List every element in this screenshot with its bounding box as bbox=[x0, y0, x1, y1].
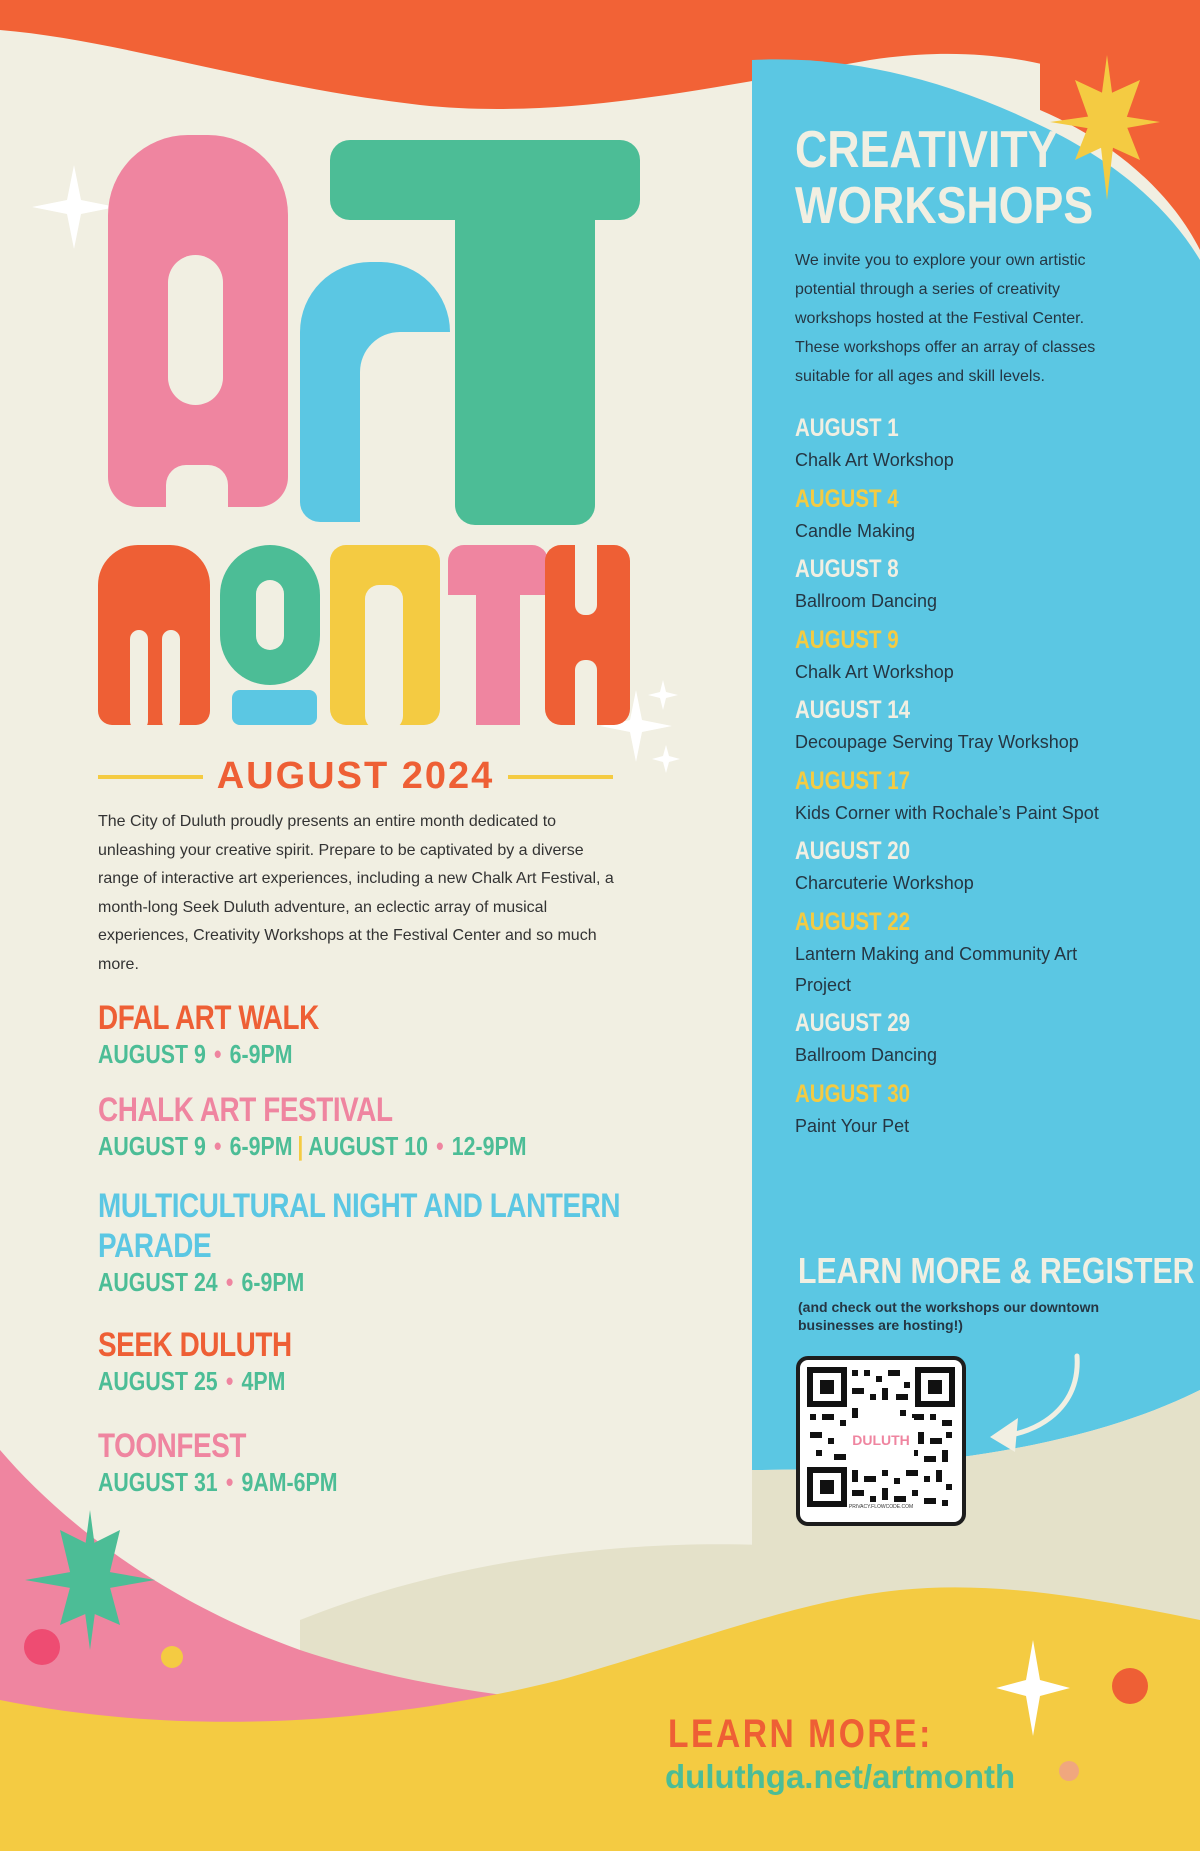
event-time: AUGUST 9 • 6-9PM | AUGUST 10 • 12-9PM bbox=[98, 1131, 527, 1161]
event-time: AUGUST 25 • 4PM bbox=[98, 1366, 286, 1396]
register-title: LEARN MORE & REGISTER bbox=[798, 1250, 1195, 1291]
list-item: AUGUST 9 Chalk Art Workshop bbox=[795, 625, 954, 682]
list-item: AUGUST 1 Chalk Art Workshop bbox=[795, 414, 954, 470]
list-item: AUGUST 4 Candle Making bbox=[795, 484, 916, 541]
intro-paragraph: The City of Duluth proudly presents an entire month dedicated to unleashing your creative spirit. Prepare to be captivated by a diverse range of interactive art experiences, including a new Chalk Art Festival, a month-long Seek Duluth adventure, an eclectic array of musical experiences, Creativity Workshops at the Festival Center and so much more. bbox=[98, 813, 614, 973]
event-date-heading bbox=[98, 755, 613, 798]
divider bbox=[98, 775, 203, 779]
event-name: SEEK DULUTH bbox=[98, 1326, 292, 1364]
divider bbox=[508, 775, 613, 779]
event-time: AUGUST 9 • 6-9PM bbox=[98, 1039, 293, 1069]
event-name: DFAL ART WALK bbox=[98, 999, 319, 1037]
qr-code[interactable] bbox=[796, 1356, 966, 1526]
title-letter-t2 bbox=[448, 545, 548, 725]
qr-logo: DULUTH bbox=[848, 1418, 914, 1462]
list-item: AUGUST 22 Lantern Making and Community Art Project bbox=[795, 907, 1078, 995]
title-letter-t-stem bbox=[455, 140, 595, 525]
workshops-description: We invite you to explore your own artistic potential through a series of creativity workshops hosted at the Festival Center. These workshops offer an array of classes suitable for all ages and skill levels. bbox=[795, 252, 1096, 385]
list-item: AUGUST 14 Decoupage Serving Tray Workshop bbox=[795, 696, 1079, 752]
title-letter-h bbox=[545, 545, 630, 725]
event-chalk-art-festival bbox=[98, 1090, 638, 1162]
event-seek-duluth bbox=[98, 1325, 638, 1397]
date-text: AUGUST 2024 bbox=[216, 755, 495, 797]
workshop-list bbox=[795, 411, 1135, 1147]
event-name: TOONFEST bbox=[98, 1427, 247, 1465]
event-name: MULTICULTURAL NIGHT AND LANTERN bbox=[98, 1187, 621, 1225]
list-item: AUGUST 8 Ballroom Dancing bbox=[795, 555, 938, 611]
list-item: AUGUST 17 Kids Corner with Rochale’s Paint Spot bbox=[795, 766, 1099, 823]
title-letter-m bbox=[98, 545, 210, 725]
svg-text:PRIVACY.FLOWCODE.COM: PRIVACY.FLOWCODE.COM bbox=[848, 1504, 914, 1510]
title-letter-a bbox=[108, 135, 288, 507]
list-item: AUGUST 30 Paint Your Pet bbox=[795, 1079, 911, 1136]
footer-url-link[interactable]: duluthga.net/artmonth bbox=[665, 1758, 1016, 1795]
event-name: CHALK ART FESTIVAL bbox=[98, 1091, 393, 1129]
title-o-underline bbox=[232, 690, 317, 725]
event-dfal-art-walk bbox=[98, 998, 638, 1070]
event-multicultural-night bbox=[98, 1186, 638, 1298]
list-item: AUGUST 29 Ballroom Dancing bbox=[795, 1009, 938, 1065]
title-letter-r bbox=[300, 262, 450, 522]
list-item: AUGUST 20 Charcuterie Workshop bbox=[795, 837, 974, 893]
register-subtitle: (and check out the workshops our downtown businesses are hosting!) bbox=[798, 1299, 1100, 1333]
event-time: AUGUST 24 • 6-9PM bbox=[98, 1267, 305, 1297]
event-name-line2: PARADE bbox=[98, 1227, 212, 1265]
title-letter-n bbox=[330, 545, 440, 725]
event-toonfest bbox=[98, 1426, 638, 1498]
event-time: AUGUST 31 • 9AM-6PM bbox=[98, 1467, 338, 1497]
title-letter-o bbox=[220, 545, 320, 685]
footer-label: LEARN MORE: bbox=[668, 1712, 933, 1756]
workshops-title: CREATIVITY WORKSHOPS bbox=[795, 121, 1094, 235]
